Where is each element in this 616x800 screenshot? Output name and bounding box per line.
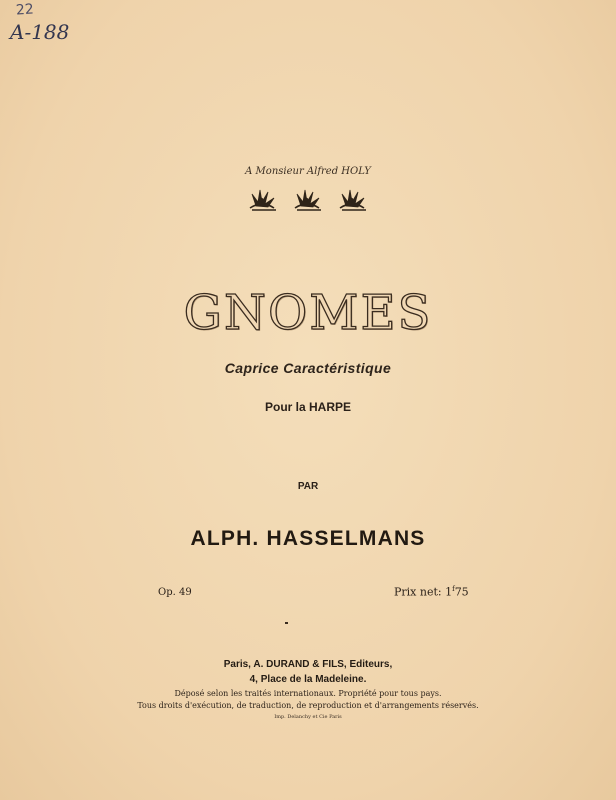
- composer-name: ALPH. HASSELMANS: [190, 527, 426, 550]
- printer-credit: Imp. Delanchy et Cie Paris: [274, 714, 342, 720]
- rights-notice: Tous droits d'exécution, de traduction, de reproduction et d'arrangements réservés.: [137, 701, 479, 710]
- floral-ornament-icon: [242, 184, 374, 214]
- ink-mark: [285, 622, 288, 624]
- dedication: A Monsieur Alfred HOLY: [245, 166, 371, 177]
- price: Prix net: 1$^f$75: [394, 585, 469, 599]
- opus-number: Op. 49: [158, 587, 192, 598]
- copyright-notice: Déposé selon les traités internationaux. Propriété pour tous pays.: [174, 689, 442, 698]
- call-number-annotation: A-188: [10, 20, 70, 44]
- shelf-number-annotation: 22: [15, 1, 35, 19]
- publisher-name: Paris, A. DURAND & FILS, Editeurs,: [223, 659, 393, 670]
- instrument-line: Pour la HARPE: [264, 400, 351, 414]
- subtitle: Caprice Caractéristique: [224, 360, 392, 376]
- page-title: GNOMES: [183, 285, 433, 341]
- by-label: PAR: [297, 481, 319, 492]
- publisher-address: 4, Place de la Madeleine.: [249, 674, 367, 685]
